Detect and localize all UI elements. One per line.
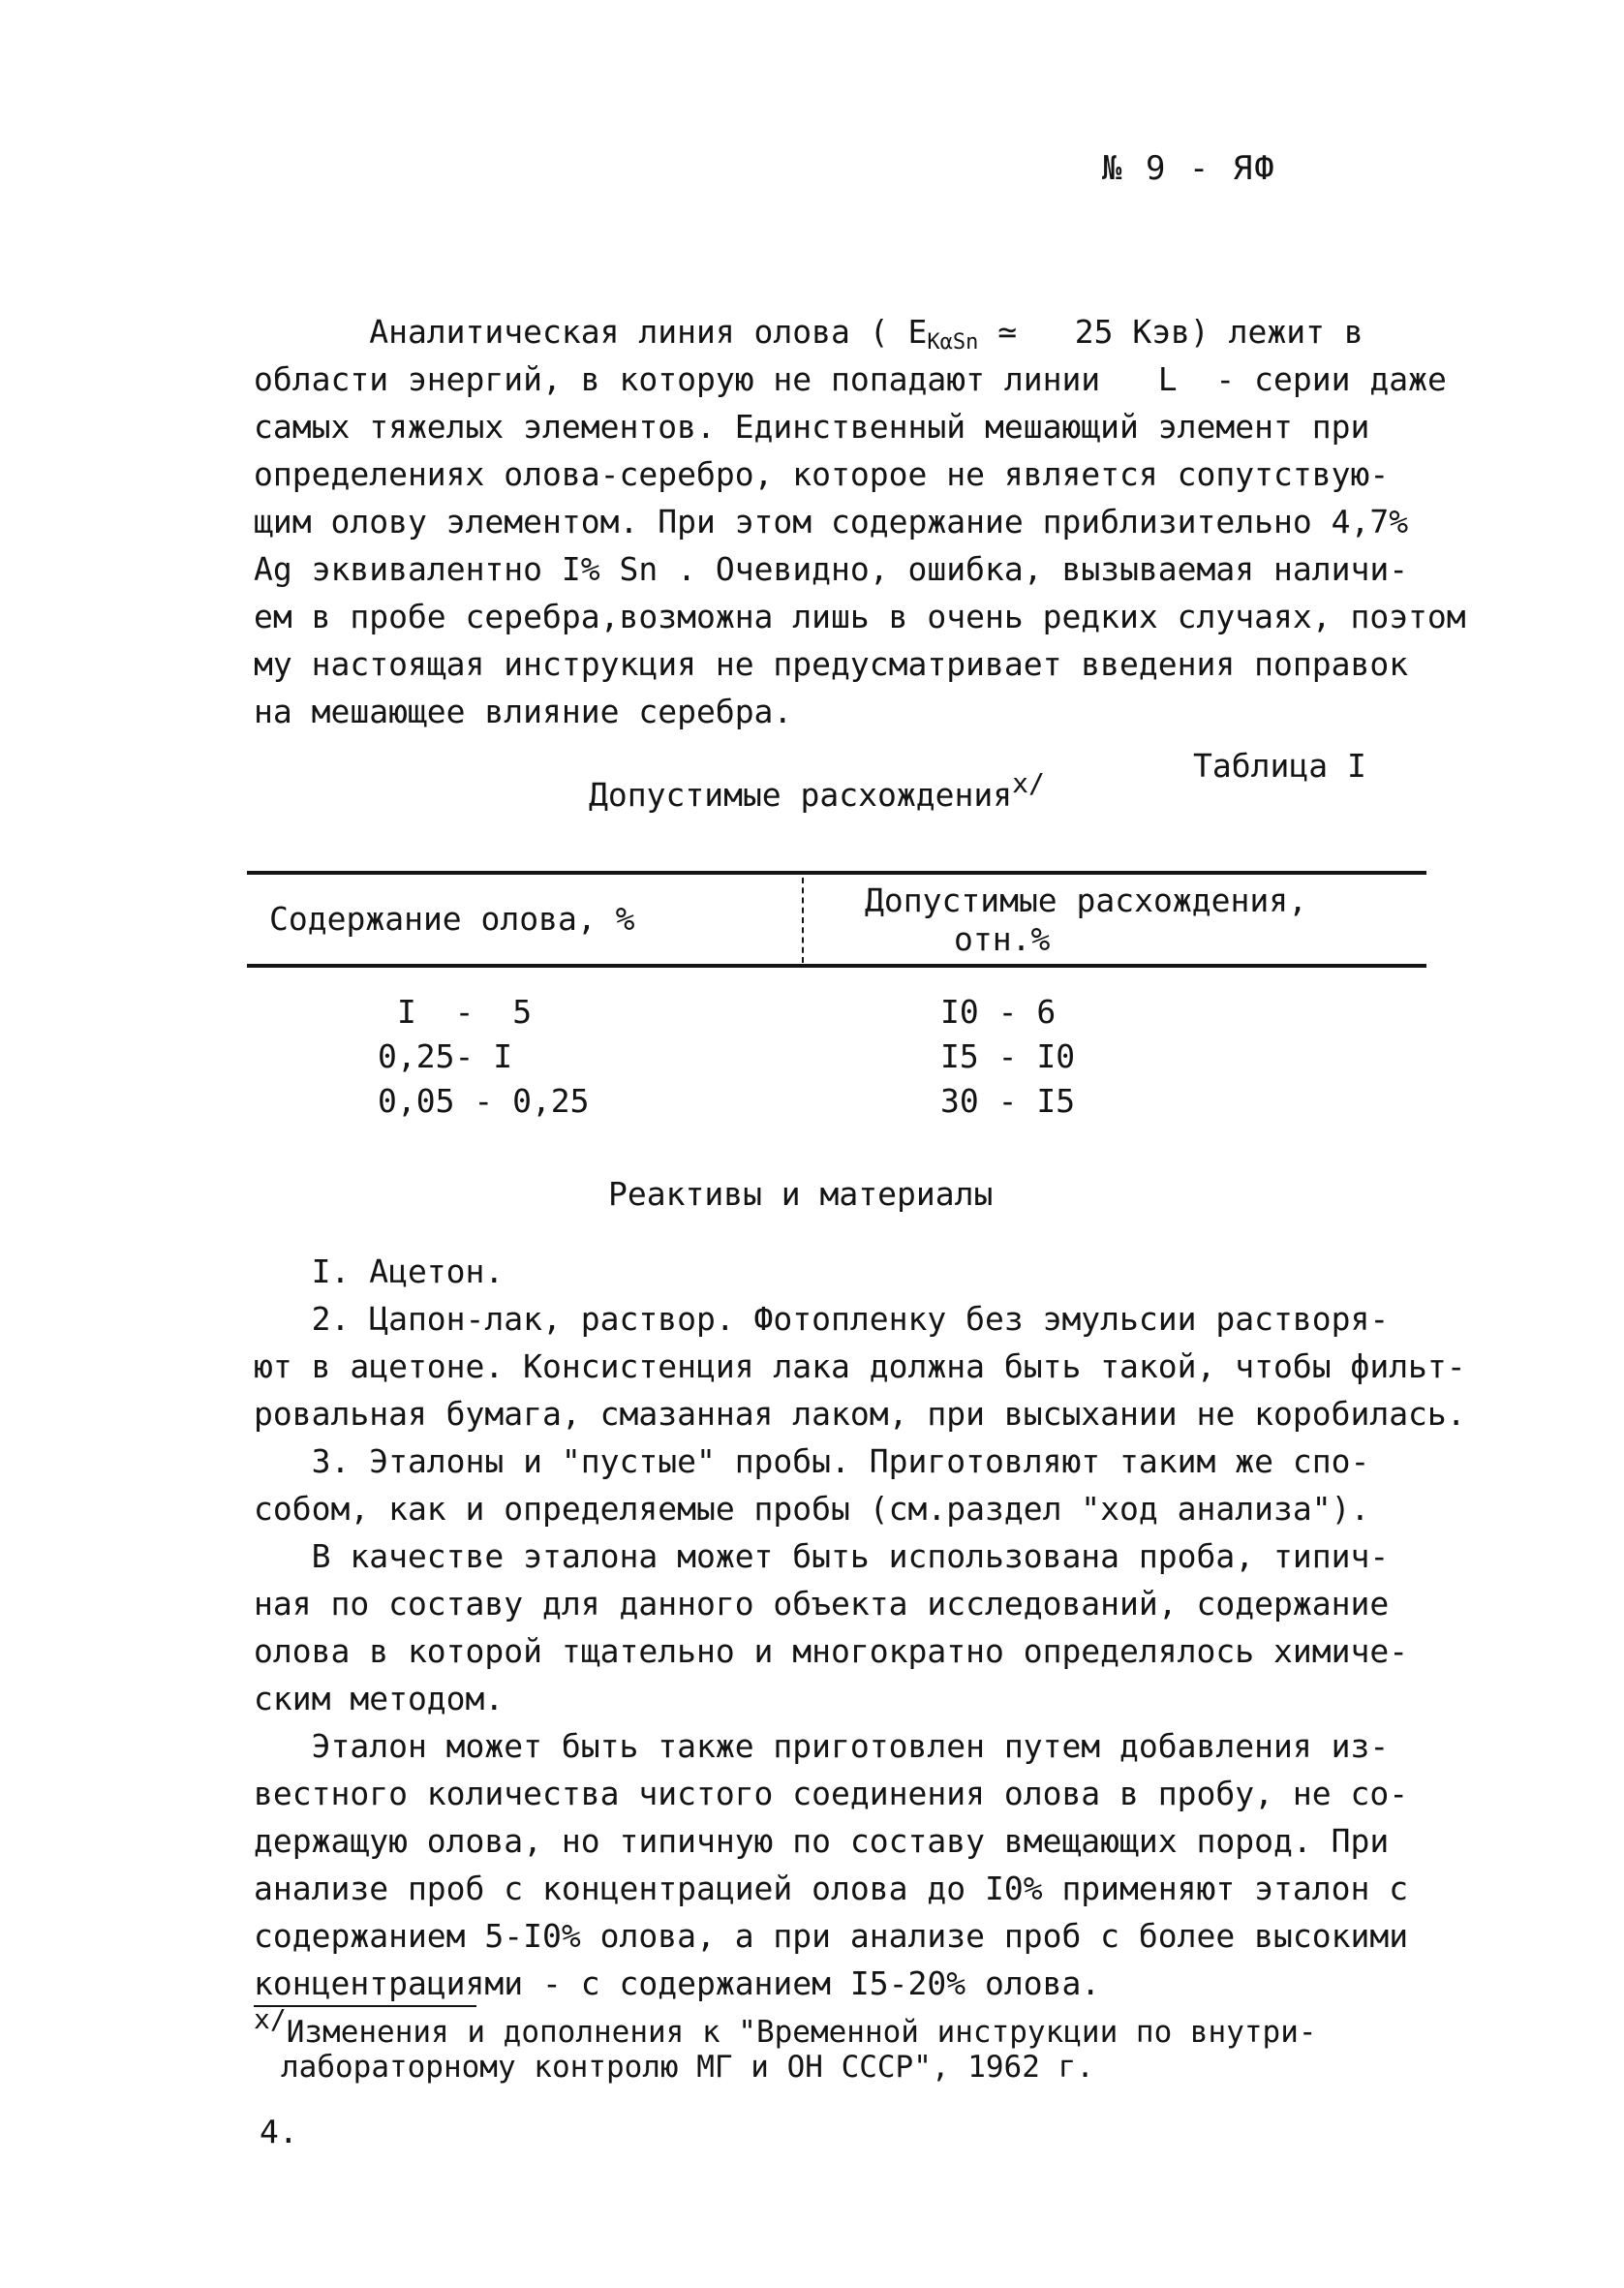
col2-header-line1: Допустимые расхождения, — [865, 881, 1307, 919]
footnote-mark: x/ — [254, 2003, 287, 2035]
footnote-line1: Изменения и дополнения к "Временной инструкции по внутри- — [286, 2015, 1317, 2050]
reagents-line-11: Эталон может быть также приготовлен путем добавления из- — [254, 1727, 1390, 1765]
header-column-separator — [802, 878, 804, 963]
page-number: 4. — [260, 2113, 298, 2150]
reagents-line-12: вестного количества чистого соединения олова в пробу, не со- — [254, 1775, 1409, 1812]
table-row-2-discrepancy: I5 - I0 — [940, 1037, 1076, 1075]
reagents-line-3: ют в ацетоне. Консистенция лака должна быть такой, чтобы фильт- — [254, 1347, 1466, 1385]
reagents-line-14: анализе проб с концентрацией олова до I0% применяют эталон с — [254, 1870, 1409, 1907]
reagents-line-4: ровальная бумага, смазанная лаком, при высыхании не коробилась. — [254, 1395, 1466, 1433]
reagents-heading: Реактивы и материалы — [608, 1175, 994, 1213]
energy-symbol: E — [907, 313, 928, 351]
table-top-rule — [247, 871, 1426, 875]
caption-footnote-mark: x/ — [1012, 767, 1045, 799]
reagents-line-15: содержанием 5-I0% олова, а при анализе проб с более высокими — [254, 1917, 1409, 1955]
table-row-3-content: 0,05 - 0,25 — [378, 1082, 590, 1120]
document-number: № 9 - ЯФ — [1102, 149, 1276, 188]
reagents-line-7: В качестве эталона может быть использована проба, типич- — [254, 1537, 1390, 1575]
intro-line-1: Аналитическая линия олова ( EKαSn ≃ 25 Кэв) лежит в — [254, 313, 1364, 355]
table-row-1-discrepancy: I0 - 6 — [940, 993, 1057, 1031]
intro-line-9: на мешающее влияние серебра. — [254, 693, 793, 730]
energy-value: ≃ 25 Кэв) лежит в — [997, 313, 1364, 351]
table-label: Таблица I — [1193, 747, 1366, 785]
intro-line-4: определениях олова-серебро, которое не является сопутствую- — [254, 455, 1390, 493]
footnote-rule — [254, 2005, 476, 2007]
reagents-line-5: 3. Эталоны и "пустые" пробы. Приготовляют таким же спо- — [254, 1442, 1370, 1480]
series-text: L - серии даже — [1157, 360, 1447, 398]
footnote — [254, 2003, 1317, 2051]
table-row-3-discrepancy: 30 - I5 — [940, 1082, 1076, 1120]
table-row-1-content: I - 5 — [397, 993, 533, 1031]
intro-line-5: щим олову элементом. При этом содержание приблизительно 4,7% — [254, 503, 1409, 541]
intro-line-7: ем в пробе серебра,возможна лишь в очень редких случаях, поэтом — [254, 598, 1466, 635]
intro-paragraph — [254, 308, 1466, 735]
intro-line-8: му настоящая инструкция не предусматривает введения поправок — [254, 645, 1409, 683]
reagents-line-2: 2. Цапон-лак, раствор. Фотопленку без эмульсии растворя- — [254, 1300, 1390, 1338]
col1-header: Содержание олова, % — [269, 900, 635, 938]
footnote-line2-row: лабораторному контролю МГ и ОН СССР", 1962 г. — [281, 2050, 1094, 2085]
reagents-line-13: держащую олова, но типичную по составу вмещающих пород. При — [254, 1822, 1390, 1860]
reagents-body — [254, 1248, 1466, 2007]
reagents-line-1: I. Ацетон. — [254, 1252, 505, 1290]
intro-line-6: Ag эквивалентно I% Sn . Очевидно, ошибка, вызываемая наличи- — [254, 550, 1409, 588]
table-row-2-content: 0,25- I — [378, 1037, 513, 1075]
reagents-line-10: ским методом. — [254, 1680, 505, 1717]
energy-subscript: KαSn — [927, 330, 979, 355]
reagents-line-16: концентрациями - с содержанием I5-20% олова. — [254, 1964, 1101, 2002]
intro-line-3: самых тяжелых элементов. Единственный мешающий элемент при — [254, 408, 1370, 446]
reagents-line-6: собом, как и определяемые пробы (см.раздел "ход анализа"). — [254, 1490, 1370, 1528]
table-caption: Допустимые расхождения$^{x/}$ — [589, 767, 1045, 814]
ag-symbol: Ag — [254, 550, 292, 588]
col2-header-line2: отн.% — [954, 920, 1051, 958]
reagents-line-8: ная по составу для данного объекта исследований, содержание — [254, 1585, 1390, 1623]
intro-line-2: области энергий, в которую не попадают линии L - серии даже — [254, 360, 1447, 398]
table-header-rule — [247, 964, 1426, 968]
reagents-line-9: олова в которой тщательно и многократно определялось химиче- — [254, 1632, 1409, 1670]
